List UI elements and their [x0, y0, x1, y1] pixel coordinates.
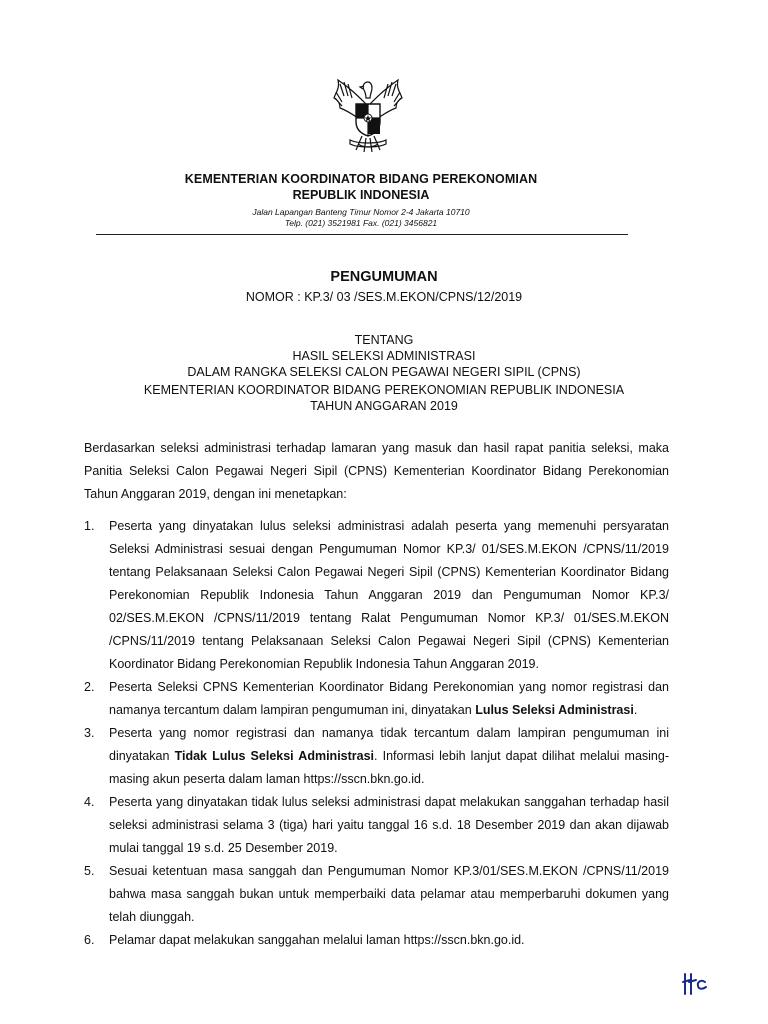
list-item-number: 5. — [84, 864, 95, 878]
list-item — [84, 929, 669, 952]
list-item-number: 6. — [84, 933, 95, 947]
list-item-text: Peserta yang dinyatakan lulus seleksi administrasi adalah peserta yang memenuhi persyaratan Seleksi Administrasi sesuai dengan Pengumuman Nomor KP.3/ 01/SES.M.EKON /CPNS/11/2019 tentang Pelaksanaan Seleksi Calon Pegawai Negeri Sipil (CPNS) Kementerian Koordinator Bidang Perekonomian Republik Indonesia Tahun Anggaran 2019 dan Pengumuman Nomor KP.3/ 02/SES.M.EKON /CPNS/11/2019 tentang Ralat Pengumuman Nomor KP.3/ 01/SES.M.EKON /CPNS/11/2019 tentang Pelaksanaan Seleksi Calon Pegawai Negeri Sipil (CPNS) Kementerian Koordinator Bidang Perekonomian Republik Indonesia Tahun Anggaran 2019. — [109, 519, 669, 671]
country-name: REPUBLIK INDONESIA — [292, 188, 430, 202]
list-item-text: Pelamar dapat melakukan sanggahan melalui laman https://sscn.bkn.go.id. — [109, 933, 525, 947]
handwritten-initials-icon — [681, 970, 709, 996]
list-item-text: Sesuai ketentuan masa sanggah dan Pengumuman Nomor KP.3/01/SES.M.EKON /CPNS/11/2019 bahwa masa sanggah bukan untuk memperbaiki data pelamar atau memperbaruhi dokumen yang telah diunggah. — [109, 864, 669, 924]
list-item-text-part: . — [633, 703, 638, 717]
announcement-number: NOMOR : KP.3/ 03 /SES.M.EKON/CPNS/12/2019 — [245, 290, 523, 304]
list-item-number: 2. — [84, 680, 95, 694]
subject-line: TAHUN ANGGARAN 2019 — [310, 399, 458, 413]
list-item — [84, 860, 669, 929]
list-item-number: 3. — [84, 726, 95, 740]
list-item-text — [109, 676, 669, 722]
list-item — [84, 515, 669, 676]
subject-line: DALAM RANGKA SELEKSI CALON PEGAWAI NEGERI SIPIL (CPNS) — [187, 365, 581, 379]
subject-line: TENTANG — [354, 333, 414, 347]
list-item — [84, 722, 669, 791]
decision-list — [84, 515, 669, 952]
list-item-number: 1. — [84, 519, 95, 533]
intro-paragraph: Berdasarkan seleksi administrasi terhadap lamaran yang masuk dan hasil rapat panitia seleksi, maka Panitia Seleksi Calon Pegawai Negeri Sipil (CPNS) Kementerian Koordinator Bidang Perekonomian Tahun Anggaran 2019, dengan ini menetapkan: — [84, 441, 669, 501]
subject-line: HASIL SELEKSI ADMINISTRASI — [292, 349, 476, 363]
list-item-text: Peserta yang dinyatakan tidak lulus seleksi administrasi dapat melakukan sanggahan terhadap hasil seleksi administrasi selama 3 (tiga) hari yaitu tanggal 16 s.d. 18 Desember 2019 dan akan dijawab mulai tanggal 19 s.d. 25 Desember 2019. — [109, 795, 669, 855]
passed-status-text: Lulus Seleksi Administrasi — [475, 703, 634, 717]
announcement-title: PENGUMUMAN — [330, 269, 438, 285]
list-item-text-part: Peserta yang nomor registrasi dan namanya tidak tercantum dalam lampiran pengumuman ini dinyatakan — [109, 726, 669, 763]
list-item-text — [109, 722, 669, 791]
list-item-text-part: . Informasi lebih lanjut dapat dilihat melalui masing-masing akun peserta dalam laman https://sscn.bkn.go.id. — [109, 749, 670, 786]
list-item-number: 4. — [84, 795, 95, 809]
office-contact: Telp. (021) 3521981 Fax. (021) 3456821 — [284, 218, 438, 228]
failed-status-text: Tidak Lulus Seleksi Administrasi — [174, 749, 375, 763]
list-item — [84, 676, 669, 722]
list-item-text-part: Peserta Seleksi CPNS Kementerian Koordinator Bidang Perekonomian yang nomor registrasi dan namanya tercantum dalam lampiran pengumuman ini, dinyatakan — [109, 680, 669, 717]
garuda-emblem-icon — [328, 74, 408, 156]
list-item — [84, 791, 669, 860]
subject-line: KEMENTERIAN KOORDINATOR BIDANG PEREKONOMIAN REPUBLIK INDONESIA — [143, 383, 625, 397]
ministry-name: KEMENTERIAN KOORDINATOR BIDANG PEREKONOMIAN — [184, 172, 538, 186]
letterhead-divider — [96, 234, 628, 235]
office-address: Jalan Lapangan Banteng Timur Nomor 2-4 Jakarta 10710 — [252, 207, 470, 217]
